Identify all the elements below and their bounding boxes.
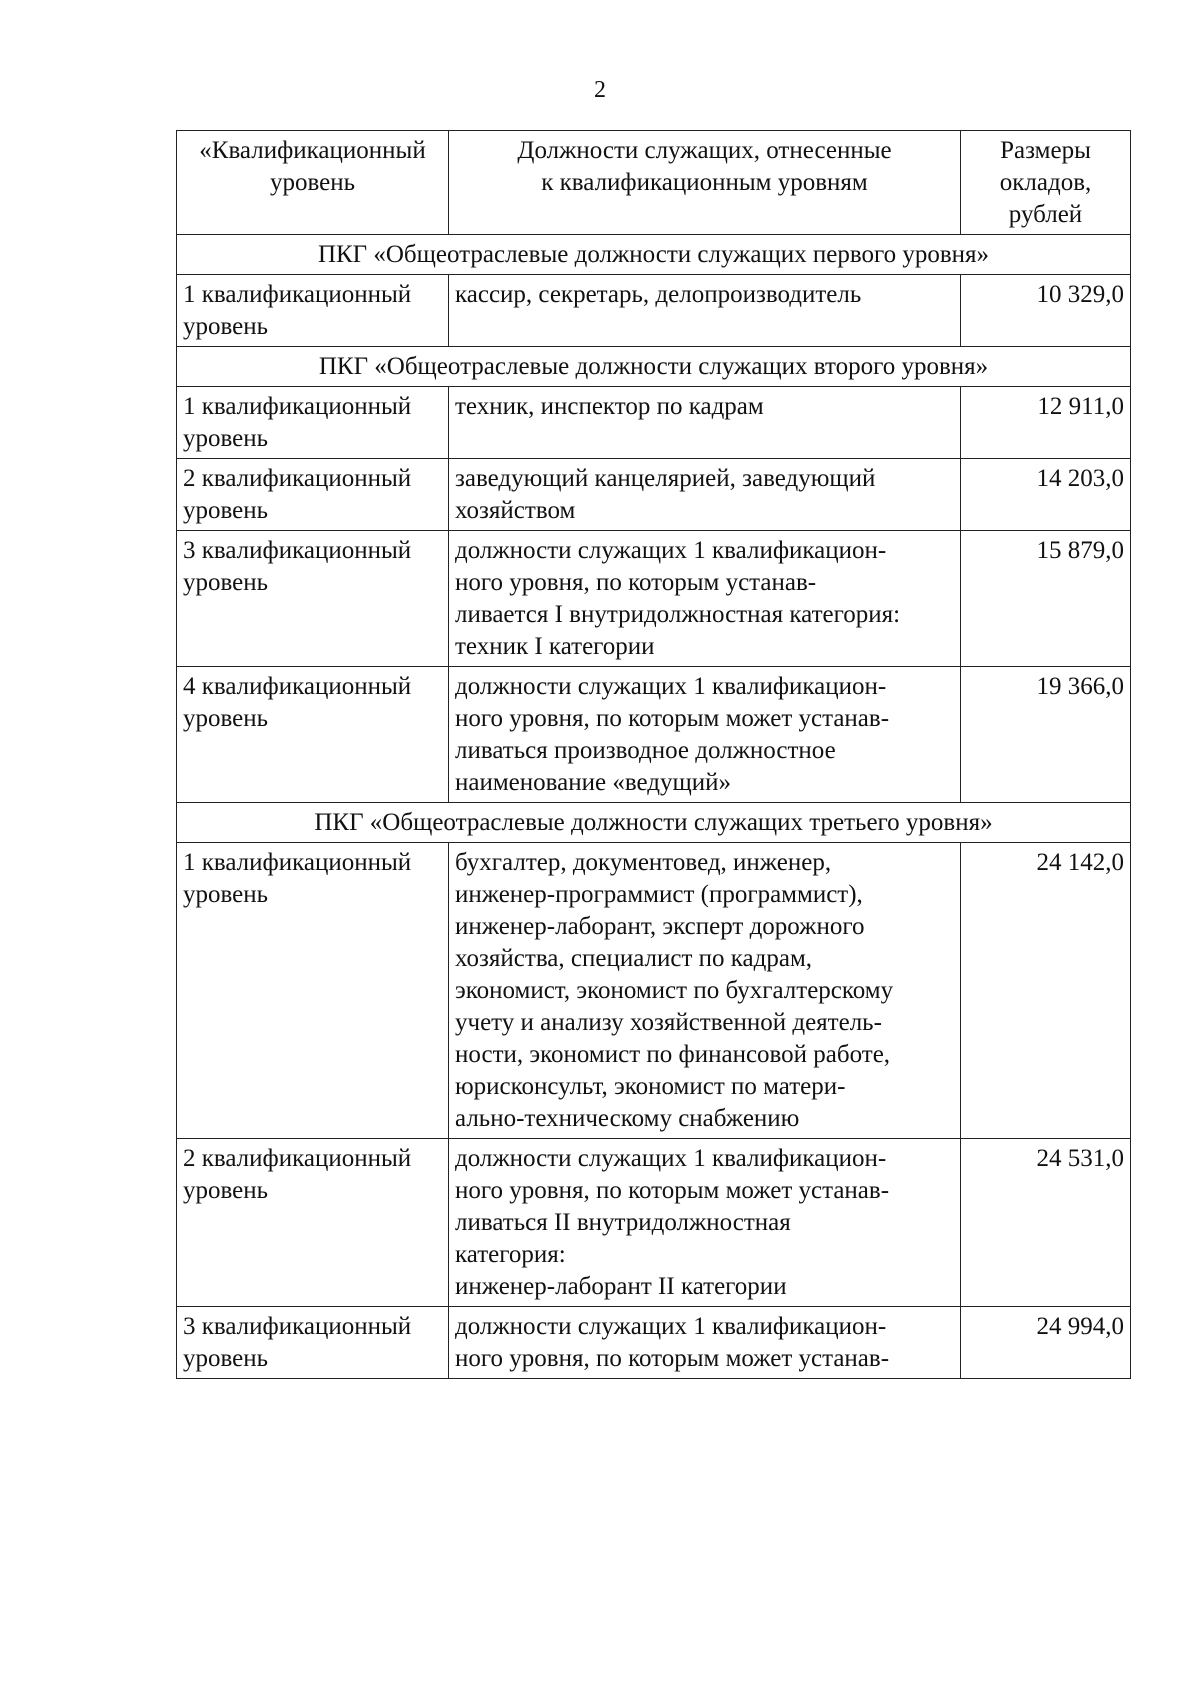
positions-text-line: ально-техническому снабжению xyxy=(455,1105,800,1132)
salary-cell: 12 911,0 xyxy=(961,387,1131,459)
positions-text-line: ливается I внутридолжностная категория: xyxy=(455,601,901,628)
level-text: уровень xyxy=(183,425,269,452)
level-text: 3 квалификационный xyxy=(183,537,412,564)
positions-text-line: инженер-лаборант II категории xyxy=(455,1273,787,1300)
positions-text-line: техник I категории xyxy=(455,633,655,660)
level-cell xyxy=(177,667,449,803)
positions-cell xyxy=(449,1139,961,1307)
positions-text-line: инженер-лаборант, эксперт дорожного xyxy=(455,913,865,940)
positions-text-line: должности служащих 1 квалификацион- xyxy=(455,1313,887,1340)
positions-text-line: ного уровня, по которым может устанав- xyxy=(455,1345,890,1372)
positions-text-line: ливаться производное должностное xyxy=(455,737,836,764)
table-row xyxy=(177,1307,1131,1379)
positions-text-line: ности, экономист по финансовой работе, xyxy=(455,1041,891,1068)
level-text: 2 квалификационный xyxy=(183,465,412,492)
positions-text-line: кассир, секретарь, делопроизводитель xyxy=(455,281,862,308)
positions-text-line: экономист, экономист по бухгалтерскому xyxy=(455,977,894,1004)
level-cell xyxy=(177,843,449,1139)
salary-cell: 19 366,0 xyxy=(961,667,1131,803)
positions-cell xyxy=(449,667,961,803)
salary-cell: 24 531,0 xyxy=(961,1139,1131,1307)
header-salary-line: окладов, xyxy=(999,169,1092,196)
table-row xyxy=(177,843,1131,1139)
positions-text-line: наименование «ведущий» xyxy=(455,769,731,796)
table-row xyxy=(177,531,1131,667)
level-text: 1 квалификационный xyxy=(183,393,412,420)
positions-text-line: техник, инспектор по кадрам xyxy=(455,393,764,420)
level-text: уровень xyxy=(183,569,269,596)
table-row xyxy=(177,459,1131,531)
level-text: уровень xyxy=(183,881,269,908)
header-salary-line: рублей xyxy=(1008,201,1083,228)
positions-cell xyxy=(449,275,961,347)
level-cell xyxy=(177,275,449,347)
positions-text-line: хозяйством xyxy=(455,497,576,524)
positions-text-line: ного уровня, по которым может устанав- xyxy=(455,1177,890,1204)
table-header-row xyxy=(177,131,1131,235)
positions-text-line: юрисконсульт, экономист по матери- xyxy=(455,1073,846,1100)
level-text: уровень xyxy=(183,1177,269,1204)
level-cell xyxy=(177,531,449,667)
level-text: уровень xyxy=(183,1345,269,1372)
level-text: уровень xyxy=(183,313,269,340)
level-cell xyxy=(177,387,449,459)
positions-text-line: бухгалтер, документовед, инженер, xyxy=(455,849,832,876)
level-text: 3 квалификационный xyxy=(183,1313,412,1340)
header-positions-line: к квалификационным уровням xyxy=(541,169,868,196)
positions-text-line: ного уровня, по которым устанав- xyxy=(455,569,817,596)
positions-cell xyxy=(449,843,961,1139)
positions-text-line: должности служащих 1 квалификацион- xyxy=(455,537,887,564)
table-row xyxy=(177,387,1131,459)
group-title: ПКГ «Общеотраслевые должности служащих первого уровня» xyxy=(177,235,1131,275)
header-positions-line: Должности служащих, отнесенные xyxy=(517,137,892,164)
positions-text-line: учету и анализу хозяйственной деятель- xyxy=(455,1009,882,1036)
level-text: 4 квалификационный xyxy=(183,673,412,700)
salary-table xyxy=(176,130,1131,1379)
positions-text-line: должности служащих 1 квалификацион- xyxy=(455,1145,887,1172)
header-level xyxy=(177,131,449,235)
salary-cell: 10 329,0 xyxy=(961,275,1131,347)
positions-text-line: категория: xyxy=(455,1241,566,1268)
positions-cell xyxy=(449,1307,961,1379)
level-cell xyxy=(177,1307,449,1379)
group-title: ПКГ «Общеотраслевые должности служащих третьего уровня» xyxy=(177,803,1131,843)
group-title: ПКГ «Общеотраслевые должности служащих второго уровня» xyxy=(177,347,1131,387)
table-row xyxy=(177,1139,1131,1307)
table-row xyxy=(177,667,1131,803)
table-row xyxy=(177,275,1131,347)
level-text: уровень xyxy=(183,497,269,524)
positions-text-line: ливаться II внутридолжностная xyxy=(455,1209,791,1236)
group-row xyxy=(177,235,1131,275)
header-salary xyxy=(961,131,1131,235)
level-cell xyxy=(177,1139,449,1307)
salary-cell: 24 994,0 xyxy=(961,1307,1131,1379)
positions-text-line: ного уровня, по которым может устанав- xyxy=(455,705,890,732)
level-cell xyxy=(177,459,449,531)
salary-cell: 14 203,0 xyxy=(961,459,1131,531)
positions-cell xyxy=(449,387,961,459)
level-text: 1 квалификационный xyxy=(183,281,412,308)
positions-text-line: заведующий канцелярией, заведующий xyxy=(455,465,876,492)
positions-text-line: хозяйства, специалист по кадрам, xyxy=(455,945,813,972)
level-text: 2 квалификационный xyxy=(183,1145,412,1172)
header-level-line: уровень xyxy=(269,169,356,196)
positions-cell xyxy=(449,531,961,667)
header-salary-line: Размеры xyxy=(1000,137,1091,164)
salary-cell: 15 879,0 xyxy=(961,531,1131,667)
level-text: уровень xyxy=(183,705,269,732)
header-level-line: «Квалификационный xyxy=(199,137,426,164)
positions-text-line: инженер-программист (программист), xyxy=(455,881,863,908)
level-text: 1 квалификационный xyxy=(183,849,412,876)
group-row xyxy=(177,347,1131,387)
group-row xyxy=(177,803,1131,843)
positions-text-line: должности служащих 1 квалификацион- xyxy=(455,673,887,700)
table-body xyxy=(177,235,1131,1379)
salary-cell: 24 142,0 xyxy=(961,843,1131,1139)
positions-cell xyxy=(449,459,961,531)
header-positions xyxy=(449,131,961,235)
page-number: 2 xyxy=(594,77,606,103)
